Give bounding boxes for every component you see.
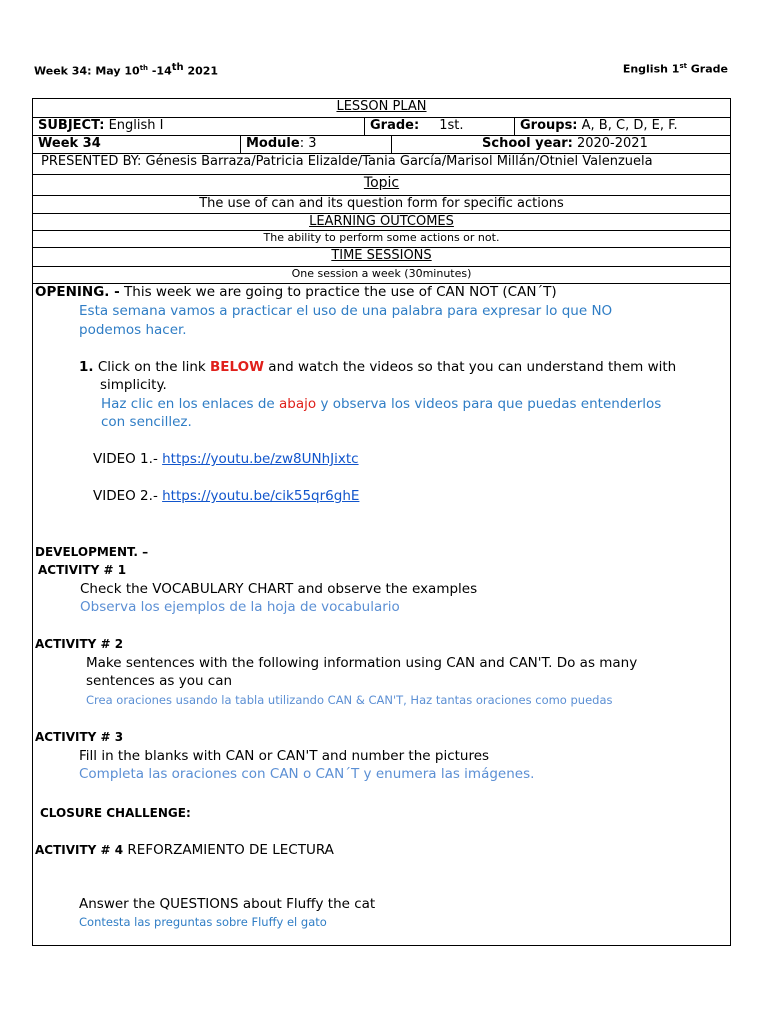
step-1-es-abajo: abajo <box>279 396 317 412</box>
step-1-below: BELOW <box>210 359 265 375</box>
page-header-grade <box>623 62 728 76</box>
week-value: Week 34 <box>38 136 101 151</box>
step-1-number: 1. <box>79 359 94 375</box>
outcomes-text: The ability to perform some actions or not. <box>263 231 500 244</box>
development-label: DEVELOPMENT. – <box>35 545 149 559</box>
subject-row <box>33 118 730 136</box>
outcomes-row <box>33 231 730 248</box>
step-1-es-a: Haz clic en los enlaces de <box>101 396 280 412</box>
activity-4-line <box>35 842 334 858</box>
school-year-label: School year: <box>482 136 573 151</box>
presented-by-row <box>33 154 730 175</box>
video-1-link[interactable]: https://youtu.be/zw8UNhJixtc <box>162 451 359 467</box>
opening-line <box>35 284 557 300</box>
opening-es-line-2: podemos hacer. <box>79 322 187 338</box>
opening-text: This week we are going to practice the use of CAN NOT (CAN´T) <box>119 284 557 300</box>
sessions-heading: TIME SESSIONS <box>331 248 432 263</box>
video-2-line <box>93 488 359 504</box>
presented-by: PRESENTED BY: Génesis Barraza/Patricia Elizalde/Tania García/Marisol Millán/Otniel Valenzuela <box>41 154 653 169</box>
opening-es-line-1: Esta semana vamos a practicar el uso de una palabra para expresar lo que NO <box>79 303 613 319</box>
week-cell <box>33 136 240 153</box>
activity-1-text: Check the VOCABULARY CHART and observe the examples <box>80 581 478 597</box>
fluffy-question: Answer the QUESTIONS about Fluffy the cat <box>79 896 376 912</box>
subject-cell <box>33 118 364 135</box>
groups-value: A, B, C, D, E, F. <box>577 118 678 133</box>
activity-4-title: ACTIVITY # 4 <box>35 843 124 857</box>
step-1-line-2: simplicity. <box>100 377 167 393</box>
week-prefix: Week 34: May 10 <box>34 64 140 78</box>
topic-text: The use of can and its question form for specific actions <box>199 196 564 211</box>
grade-value: 1st. <box>439 118 464 133</box>
step-1-text-a: Click on the link <box>93 359 211 375</box>
video-1-label: VIDEO 1.- <box>93 451 163 467</box>
topic-heading: Topic <box>363 175 400 191</box>
week-suffix: 2021 <box>183 64 219 78</box>
week-row <box>33 136 730 154</box>
step-1-text-b: and watch the videos so that you can understand them with <box>264 359 677 375</box>
activity-2-title: ACTIVITY # 2 <box>35 637 124 651</box>
grade-prefix: English 1 <box>622 62 680 76</box>
school-year-cell <box>391 136 730 153</box>
week-sup-2: th <box>171 62 184 73</box>
module-label: Module <box>246 136 300 151</box>
sessions-heading-row <box>33 248 730 267</box>
week-sup-1: th <box>139 64 149 72</box>
activity-3-es: Completa las oraciones con CAN o CAN´T y enumera las imágenes. <box>79 766 535 782</box>
grade-label: Grade: <box>370 118 420 133</box>
lesson-body <box>33 284 730 945</box>
grade-sup: st <box>679 62 687 70</box>
groups-label: Groups: <box>520 118 578 133</box>
step-1-es-line-2: con sencillez. <box>101 414 192 430</box>
school-year-value: 2020-2021 <box>572 136 648 151</box>
step-1-line-1 <box>79 359 676 375</box>
page-header-week <box>34 62 218 78</box>
groups-cell <box>514 118 730 135</box>
module-cell <box>240 136 391 153</box>
activity-1-es: Observa los ejemplos de la hoja de vocabulario <box>80 599 400 615</box>
sessions-text: One session a week (30minutes) <box>291 267 472 280</box>
topic-heading-row <box>33 175 730 196</box>
activity-2-es: Crea oraciones usando la tabla utilizando CAN & CAN'T, Haz tantas oraciones como puedas <box>86 693 613 707</box>
subject-value: English I <box>104 118 164 133</box>
lesson-plan-title-row <box>33 99 730 118</box>
activity-3-text: Fill in the blanks with CAN or CAN'T and number the pictures <box>79 748 490 764</box>
module-value: : 3 <box>299 136 317 151</box>
step-1-es-b: y observa los videos para que puedas entenderlos <box>316 396 662 412</box>
video-2-link[interactable]: https://youtu.be/cik55qr6ghE <box>162 488 360 504</box>
activity-2-line-2: sentences as you can <box>86 673 233 689</box>
activity-2-line-1: Make sentences with the following information using CAN and CAN'T. Do as many <box>86 655 638 671</box>
opening-label: OPENING. - <box>35 284 120 300</box>
activity-3-title: ACTIVITY # 3 <box>35 730 124 744</box>
subject-label: SUBJECT: <box>38 118 105 133</box>
lesson-plan-table <box>32 98 731 946</box>
outcomes-heading-row <box>33 214 730 231</box>
video-1-line <box>93 451 359 467</box>
lesson-plan-title: LESSON PLAN <box>336 99 427 114</box>
grade-suffix: Grade <box>686 62 728 76</box>
activity-4-text: REFORZAMIENTO DE LECTURA <box>123 842 334 858</box>
grade-cell <box>364 118 514 135</box>
step-1-es-line-1 <box>101 396 661 412</box>
closure-label: CLOSURE CHALLENGE: <box>40 806 191 820</box>
outcomes-heading: LEARNING OUTCOMES <box>309 214 454 229</box>
topic-row <box>33 196 730 214</box>
video-2-label: VIDEO 2.- <box>93 488 163 504</box>
activity-1-title: ACTIVITY # 1 <box>38 563 127 577</box>
week-mid: -14 <box>148 64 172 78</box>
fluffy-question-es: Contesta las preguntas sobre Fluffy el gato <box>79 915 327 929</box>
sessions-row <box>33 267 730 284</box>
